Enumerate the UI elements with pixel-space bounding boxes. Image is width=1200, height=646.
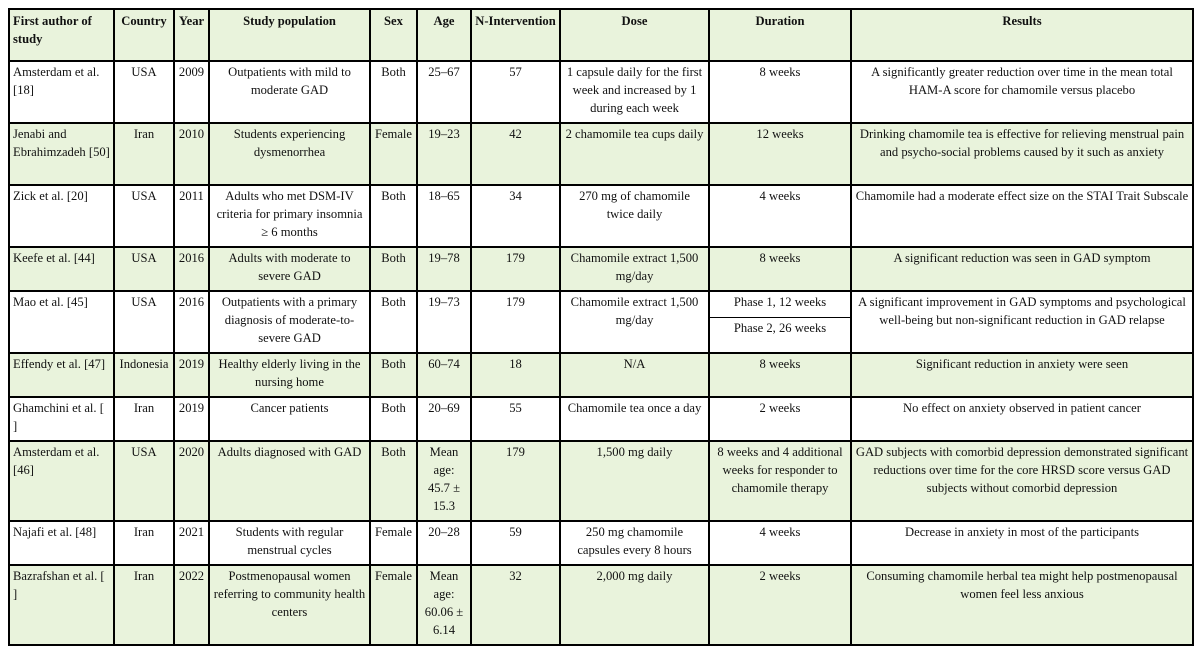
cell-year: 2009 (174, 61, 209, 123)
cell-n: 55 (471, 397, 560, 441)
table-row (9, 247, 1193, 291)
cell-population: Students with regular menstrual cycles (209, 521, 370, 565)
cell-population: Adults diagnosed with GAD (209, 441, 370, 521)
cell-age: Mean age: 45.7 ± 15.3 (417, 441, 471, 521)
cell-dose: Chamomile tea once a day (560, 397, 709, 441)
cell-dose: 270 mg of chamomile twice daily (560, 185, 709, 247)
col-header-country: Country (114, 9, 174, 61)
table-row (9, 123, 1193, 185)
cell-sex: Female (370, 521, 417, 565)
cell-population: Healthy elderly living in the nursing home (209, 353, 370, 397)
cell-author: Ghamchini et al. [ ] (9, 397, 114, 441)
col-header-dose: Dose (560, 9, 709, 61)
cell-dose: 2 chamomile tea cups daily (560, 123, 709, 185)
table-row (9, 185, 1193, 247)
cell-year: 2021 (174, 521, 209, 565)
col-header-age: Age (417, 9, 471, 61)
cell-sex: Female (370, 565, 417, 645)
cell-year: 2010 (174, 123, 209, 185)
cell-population: Students experiencing dysmenorrhea (209, 123, 370, 185)
col-header-duration: Duration (709, 9, 851, 61)
cell-dose: Chamomile extract 1,500 mg/day (560, 291, 709, 353)
cell-dose: 1,500 mg daily (560, 441, 709, 521)
col-header-year: Year (174, 9, 209, 61)
cell-country: Iran (114, 565, 174, 645)
cell-country: Iran (114, 397, 174, 441)
cell-dose: N/A (560, 353, 709, 397)
cell-year: 2019 (174, 397, 209, 441)
cell-year: 2020 (174, 441, 209, 521)
cell-n: 57 (471, 61, 560, 123)
cell-duration: 2 weeks (709, 397, 851, 441)
cell-n: 59 (471, 521, 560, 565)
cell-results: A significant reduction was seen in GAD symptom (851, 247, 1193, 291)
cell-duration (709, 291, 851, 353)
cell-age: 20–69 (417, 397, 471, 441)
cell-author: Effendy et al. [47] (9, 353, 114, 397)
cell-author: Jenabi and Ebrahimzadeh [50] (9, 123, 114, 185)
studies-table (8, 8, 1194, 646)
cell-age: 25–67 (417, 61, 471, 123)
cell-author: Zick et al. [20] (9, 185, 114, 247)
cell-sex: Both (370, 185, 417, 247)
cell-n: 179 (471, 291, 560, 353)
cell-author: Mao et al. [45] (9, 291, 114, 353)
cell-sex: Both (370, 291, 417, 353)
cell-dose: 2,000 mg daily (560, 565, 709, 645)
cell-country: USA (114, 247, 174, 291)
cell-dose: 1 capsule daily for the first week and increased by 1 during each week (560, 61, 709, 123)
table-row (9, 291, 1193, 353)
col-header-sex: Sex (370, 9, 417, 61)
table-row (9, 353, 1193, 397)
cell-duration: 8 weeks (709, 247, 851, 291)
cell-results: A significant improvement in GAD symptoms and psychological well-being but non-significant reduction in GAD relapse (851, 291, 1193, 353)
cell-sex: Both (370, 353, 417, 397)
cell-sex: Both (370, 397, 417, 441)
cell-duration: 8 weeks (709, 61, 851, 123)
cell-duration: 4 weeks (709, 185, 851, 247)
cell-year: 2022 (174, 565, 209, 645)
cell-country: Iran (114, 521, 174, 565)
cell-n: 179 (471, 247, 560, 291)
col-header-results: Results (851, 9, 1193, 61)
cell-results: GAD subjects with comorbid depression demonstrated significant reductions over time for the core HRSD score versus GAD subjects without comorbid depression (851, 441, 1193, 521)
table-row (9, 397, 1193, 441)
cell-country: USA (114, 441, 174, 521)
col-header-population: Study population (209, 9, 370, 61)
cell-country: Indonesia (114, 353, 174, 397)
cell-population: Outpatients with a primary diagnosis of moderate-to-severe GAD (209, 291, 370, 353)
cell-results: Drinking chamomile tea is effective for relieving menstrual pain and psycho-social problems caused by it such as anxiety (851, 123, 1193, 185)
cell-n: 42 (471, 123, 560, 185)
cell-duration: 8 weeks and 4 additional weeks for responder to chamomile therapy (709, 441, 851, 521)
cell-year: 2016 (174, 291, 209, 353)
cell-population: Postmenopausal women referring to community health centers (209, 565, 370, 645)
cell-results: Significant reduction in anxiety were seen (851, 353, 1193, 397)
cell-sex: Both (370, 61, 417, 123)
table-row (9, 441, 1193, 521)
cell-duration: 2 weeks (709, 565, 851, 645)
cell-country: USA (114, 61, 174, 123)
cell-year: 2019 (174, 353, 209, 397)
cell-results: Chamomile had a moderate effect size on the STAI Trait Subscale (851, 185, 1193, 247)
cell-year: 2016 (174, 247, 209, 291)
cell-n: 179 (471, 441, 560, 521)
cell-country: USA (114, 185, 174, 247)
cell-age: 19–73 (417, 291, 471, 353)
cell-sex: Both (370, 247, 417, 291)
cell-population: Cancer patients (209, 397, 370, 441)
table-row (9, 61, 1193, 123)
table-row (9, 521, 1193, 565)
cell-sex: Both (370, 441, 417, 521)
col-header-author: First author of study (9, 9, 114, 61)
cell-author: Amsterdam et al. [46] (9, 441, 114, 521)
table-container (8, 8, 1194, 646)
cell-duration: 12 weeks (709, 123, 851, 185)
cell-population: Outpatients with mild to moderate GAD (209, 61, 370, 123)
duration-phase-1: Phase 1, 12 weeks (710, 292, 850, 318)
cell-age: 19–23 (417, 123, 471, 185)
cell-dose: Chamomile extract 1,500 mg/day (560, 247, 709, 291)
header-row (9, 9, 1193, 61)
cell-population: Adults who met DSM-IV criteria for primary insomnia ≥ 6 months (209, 185, 370, 247)
cell-results: Decrease in anxiety in most of the participants (851, 521, 1193, 565)
cell-results: A significantly greater reduction over time in the mean total HAM-A score for chamomile versus placebo (851, 61, 1193, 123)
table-row (9, 565, 1193, 645)
cell-n: 34 (471, 185, 560, 247)
cell-duration: 4 weeks (709, 521, 851, 565)
cell-author: Najafi et al. [48] (9, 521, 114, 565)
cell-results: Consuming chamomile herbal tea might help postmenopausal women feel less anxious (851, 565, 1193, 645)
cell-n: 32 (471, 565, 560, 645)
cell-year: 2011 (174, 185, 209, 247)
cell-duration: 8 weeks (709, 353, 851, 397)
cell-results: No effect on anxiety observed in patient cancer (851, 397, 1193, 441)
cell-author: Bazrafshan et al. [ ] (9, 565, 114, 645)
cell-author: Keefe et al. [44] (9, 247, 114, 291)
cell-age: 19–78 (417, 247, 471, 291)
col-header-n: N-Intervention (471, 9, 560, 61)
cell-age: 20–28 (417, 521, 471, 565)
cell-n: 18 (471, 353, 560, 397)
cell-age: 18–65 (417, 185, 471, 247)
cell-dose: 250 mg chamomile capsules every 8 hours (560, 521, 709, 565)
cell-country: Iran (114, 123, 174, 185)
cell-age: 60–74 (417, 353, 471, 397)
cell-country: USA (114, 291, 174, 353)
cell-author: Amsterdam et al. [18] (9, 61, 114, 123)
cell-age: Mean age: 60.06 ± 6.14 (417, 565, 471, 645)
cell-sex: Female (370, 123, 417, 185)
duration-phase-2: Phase 2, 26 weeks (733, 321, 827, 335)
cell-population: Adults with moderate to severe GAD (209, 247, 370, 291)
